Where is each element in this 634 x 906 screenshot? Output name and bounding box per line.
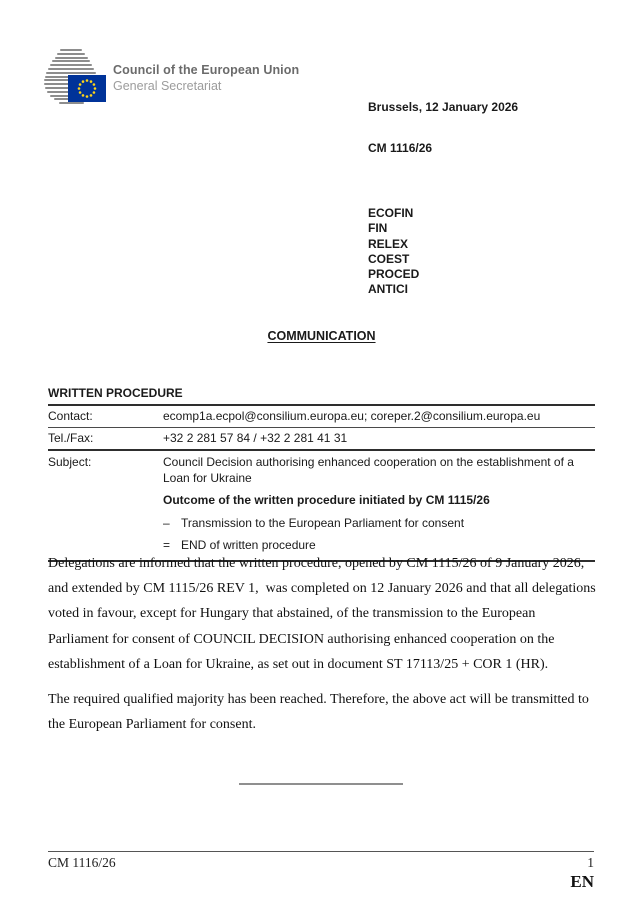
committee-list <box>368 206 419 298</box>
org-subtitle: General Secretariat <box>113 79 222 93</box>
document-body <box>48 551 599 737</box>
document-number: CM 1116/26 <box>368 141 433 155</box>
subject-text: Council Decision authorising enhanced cooperation on the establishment of a Loan for Ukraine <box>163 455 574 485</box>
written-procedure-table <box>48 386 595 562</box>
footer-row <box>48 855 594 871</box>
paragraph: The required qualified majority has been reached. Therefore, the above act will be transmitted to the European Parliament for consent. <box>48 692 593 733</box>
subject-item <box>163 516 595 532</box>
eu-flag-icon <box>68 75 106 102</box>
org-name: Council of the European Union <box>113 63 300 77</box>
page-footer <box>48 851 594 892</box>
row-label: Contact: <box>48 409 93 423</box>
section-divider <box>239 783 403 785</box>
table-row <box>48 406 595 427</box>
committee-item: PROCED <box>368 267 420 282</box>
council-logo <box>42 49 106 107</box>
table-row <box>48 428 595 449</box>
communication-title: COMMUNICATION <box>267 329 376 343</box>
table-row-subject <box>48 451 595 560</box>
org-identity <box>113 63 299 94</box>
place-and-date: Brussels, 12 January 2026 <box>368 100 519 114</box>
footer-doc-number: CM 1116/26 <box>48 855 116 870</box>
committee-item: RELEX <box>368 236 409 251</box>
committee-item: ANTICI <box>368 282 408 297</box>
row-label: Tel./Fax: <box>48 431 94 445</box>
subject-item-text: END of written procedure <box>181 538 316 552</box>
row-label: Subject: <box>48 455 92 469</box>
subject-item-text: Transmission to the European Parliament for consent <box>181 515 465 530</box>
footer-language-code: EN <box>570 872 594 891</box>
subject-outcome: Outcome of the written procedure initiated by CM 1115/26 <box>163 493 490 507</box>
dash-marker: – <box>163 515 170 530</box>
footer-page-number: 1 <box>587 855 594 870</box>
tel-fax-numbers: +32 2 281 57 84 / +32 2 281 41 31 <box>163 431 348 445</box>
procedure-heading: WRITTEN PROCEDURE <box>48 386 183 400</box>
committee-item: FIN <box>368 221 388 236</box>
subject-content <box>163 455 595 554</box>
committee-item: ECOFIN <box>368 206 414 220</box>
equals-marker: = <box>163 538 171 552</box>
committee-item: COEST <box>368 251 410 266</box>
paragraph: Delegations are informed that the written procedure, opened by CM 1115/26 of 9 January 2026, and extended by CM 1115/26 REV 1, was completed on 12 January 2026 and that all delegations voted in favour, except for Hungary that abstained, of the transmission to the European Parliament for consent of COUNCIL DECISION authorising enhanced cooperation on the establishment of a Loan for Ukraine, as set out in document ST 17113/25 + COR 1 (HR). <box>48 556 600 672</box>
contact-emails: ecomp1a.ecpol@consilium.europa.eu; coreper.2@consilium.europa.eu <box>163 409 541 423</box>
